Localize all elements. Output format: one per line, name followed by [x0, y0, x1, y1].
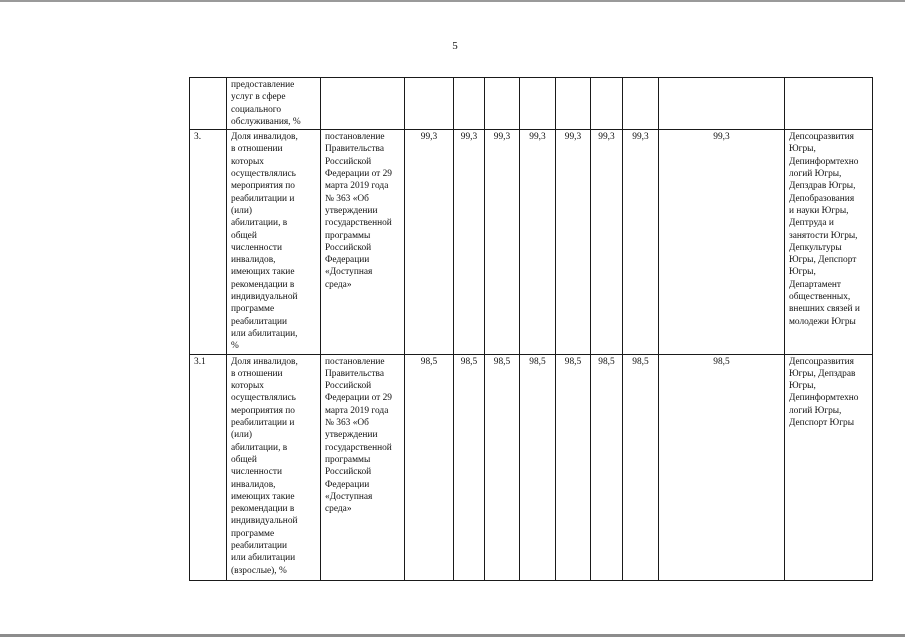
table-row: [190, 354, 873, 580]
legal-basis: постановление Правительства Российской Федерации от 29 марта 2019 года № 363 «Об утверждении государственной программы Российской Федерации «Доступная среда»: [321, 130, 405, 354]
responsible-bodies: Депсоцразвития Югры, Депинформтехно логий Югры, Депздрав Югры, Депобразования и науки Югры, Дептруда и занятости Югры, Депкультуры Югры, Депспорт Югры, Департамент общественных, внешних связей и молодежи Югры: [785, 130, 873, 354]
value-cell: [405, 78, 454, 130]
row-number: 3.: [190, 130, 227, 354]
value-cell: 98,5: [405, 354, 454, 580]
responsible-bodies: Депсоцразвития Югры, Депздрав Югры, Депинформтехно логий Югры, Депспорт Югры: [785, 354, 873, 580]
scan-edge-top: [0, 0, 905, 2]
table-row: [190, 130, 873, 354]
indicator-name: Доля инвалидов, в отношении которых осуществлялись мероприятия по реабилитации и (или) абилитации, в общей численности инвалидов, имеющих такие рекомендации в индивидуальной программе реабилитации или абилитации (взрослые), %: [227, 354, 321, 580]
value-cell: 98,5: [454, 354, 485, 580]
value-cell: 98,5: [591, 354, 623, 580]
value-cell: [454, 78, 485, 130]
indicator-name: предоставление услуг в сфере социального обслуживания, %: [227, 78, 321, 130]
table-row: [190, 78, 873, 130]
value-cell: 99,3: [623, 130, 659, 354]
indicators-table: [189, 77, 873, 581]
indicator-name: Доля инвалидов, в отношении которых осуществлялись мероприятия по реабилитации и (или) абилитации, в общей численности инвалидов, имеющих такие рекомендации в индивидуальной программе реабилитации или абилитации, %: [227, 130, 321, 354]
value-cell: 99,3: [405, 130, 454, 354]
value-cell: 98,5: [556, 354, 591, 580]
legal-basis: [321, 78, 405, 130]
value-cell: 98,5: [485, 354, 520, 580]
value-cell: [659, 78, 785, 130]
responsible-bodies: [785, 78, 873, 130]
value-cell: 99,3: [454, 130, 485, 354]
row-number: [190, 78, 227, 130]
value-cell: 98,5: [659, 354, 785, 580]
value-cell: 99,3: [591, 130, 623, 354]
value-cell: [591, 78, 623, 130]
value-cell: [556, 78, 591, 130]
value-cell: [520, 78, 556, 130]
scan-edge-bottom: [0, 634, 905, 637]
page-number: 5: [452, 40, 458, 52]
legal-basis: постановление Правительства Российской Федерации от 29 марта 2019 года № 363 «Об утверждении государственной программы Российской Федерации «Доступная среда»: [321, 354, 405, 580]
value-cell: [485, 78, 520, 130]
value-cell: 99,3: [485, 130, 520, 354]
value-cell: 98,5: [520, 354, 556, 580]
row-number: 3.1: [190, 354, 227, 580]
value-cell: [623, 78, 659, 130]
value-cell: 98,5: [623, 354, 659, 580]
value-cell: 99,3: [556, 130, 591, 354]
value-cell: 99,3: [659, 130, 785, 354]
value-cell: 99,3: [520, 130, 556, 354]
